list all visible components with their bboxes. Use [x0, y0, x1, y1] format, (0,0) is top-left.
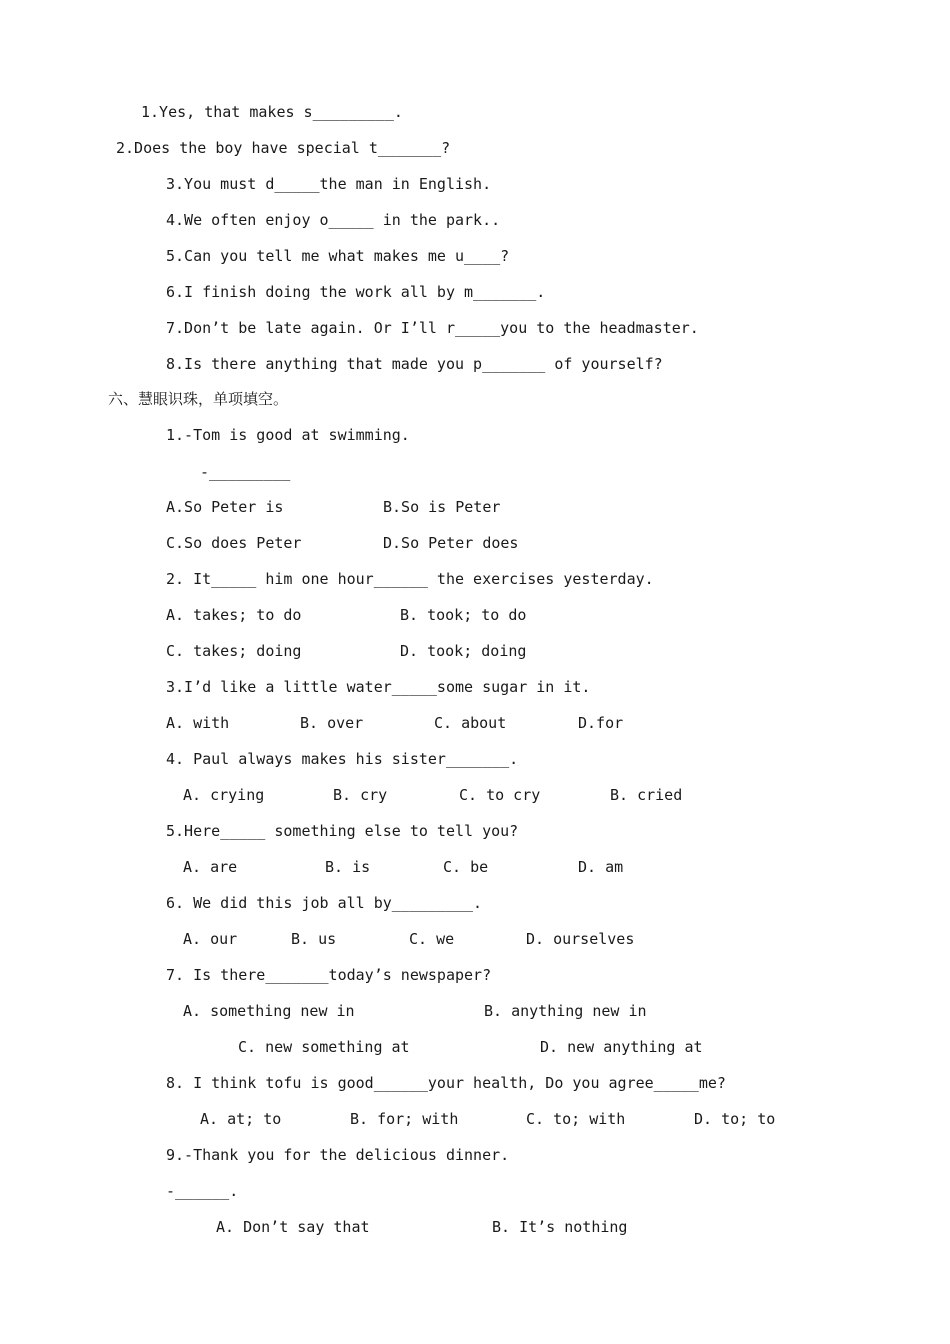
- fill-in-item-6: 6.I finish doing the work all by m_______.: [166, 283, 546, 301]
- question-2-option-b: B. took; to do: [400, 606, 527, 624]
- question-8-option-b: B. for; with: [350, 1110, 459, 1128]
- question-4-option-c: C. to cry: [459, 786, 541, 804]
- question-5-option-a: A. are: [183, 858, 238, 876]
- question-6-option-a: A. our: [183, 930, 238, 948]
- question-8-option-d: D. to; to: [694, 1110, 776, 1128]
- question-1-reply: -_________: [200, 463, 291, 481]
- fill-in-item-7: 7.Don’t be late again. Or I’ll r_____you to the headmaster.: [166, 319, 699, 337]
- question-1-stem: 1.-Tom is good at swimming.: [166, 426, 410, 444]
- question-6-option-c: C. we: [409, 930, 455, 948]
- section-title: 六、慧眼识珠，单项填空。: [108, 390, 289, 408]
- question-4-option-a: A. crying: [183, 786, 265, 804]
- question-1-option-b: B.So is Peter: [383, 498, 501, 516]
- question-8-option-c: C. to; with: [526, 1110, 626, 1128]
- question-4-option-b: B. cry: [333, 786, 388, 804]
- fill-in-item-8: 8.Is there anything that made you p_______ of yourself?: [166, 355, 663, 373]
- question-3-option-c: C. about: [434, 714, 507, 732]
- fill-in-item-2: 2.Does the boy have special t_______?: [116, 139, 451, 157]
- question-6-option-d: D. ourselves: [526, 930, 635, 948]
- question-5-option-c: C. be: [443, 858, 489, 876]
- question-2-stem: 2. It_____ him one hour______ the exercises yesterday.: [166, 570, 654, 588]
- question-9-reply: -______.: [166, 1182, 239, 1200]
- fill-in-item-3: 3.You must d_____the man in English.: [166, 175, 492, 193]
- question-5-stem: 5.Here_____ something else to tell you?: [166, 822, 519, 840]
- question-6-option-b: B. us: [291, 930, 337, 948]
- question-3-option-a: A. with: [166, 714, 230, 732]
- question-3-option-b: B. over: [300, 714, 364, 732]
- question-2-option-d: D. took; doing: [400, 642, 527, 660]
- question-1-option-c: C.So does Peter: [166, 534, 302, 552]
- fill-in-item-4: 4.We often enjoy o_____ in the park..: [166, 211, 501, 229]
- question-1-option-d: D.So Peter does: [383, 534, 519, 552]
- question-9-option-b: B. It’s nothing: [492, 1218, 628, 1236]
- question-4-option-d: B. cried: [610, 786, 683, 804]
- question-2-option-c: C. takes; doing: [166, 642, 302, 660]
- question-5-option-b: B. is: [325, 858, 371, 876]
- question-8-stem: 8. I think tofu is good______your health, Do you agree_____me?: [166, 1074, 726, 1092]
- fill-in-item-5: 5.Can you tell me what makes me u____?: [166, 247, 510, 265]
- question-3-option-d: D.for: [578, 714, 624, 732]
- fill-in-item-1: 1.Yes, that makes s_________.: [141, 103, 403, 121]
- question-5-option-d: D. am: [578, 858, 624, 876]
- question-7-option-a: A. something new in: [183, 1002, 355, 1020]
- question-7-option-c: C. new something at: [238, 1038, 410, 1056]
- question-7-stem: 7. Is there_______today’s newspaper?: [166, 966, 492, 984]
- question-9-stem: 9.-Thank you for the delicious dinner.: [166, 1146, 510, 1164]
- question-8-option-a: A. at; to: [200, 1110, 282, 1128]
- question-1-option-a: A.So Peter is: [166, 498, 284, 516]
- question-7-option-d: D. new anything at: [540, 1038, 703, 1056]
- question-7-option-b: B. anything new in: [484, 1002, 647, 1020]
- question-4-stem: 4. Paul always makes his sister_______.: [166, 750, 519, 768]
- question-2-option-a: A. takes; to do: [166, 606, 302, 624]
- question-6-stem: 6. We did this job all by_________.: [166, 894, 483, 912]
- question-3-stem: 3.I’d like a little water_____some sugar in it.: [166, 678, 591, 696]
- question-9-option-a: A. Don’t say that: [216, 1218, 370, 1236]
